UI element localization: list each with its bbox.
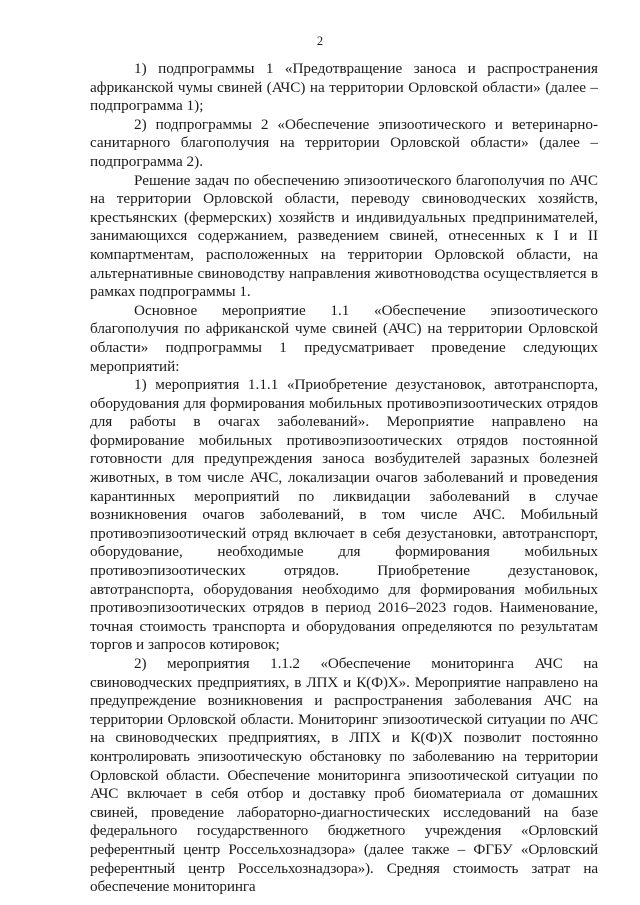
paragraph-subprogram-2: 2) подпрограммы 2 «Обеспечение эпизоотического и ветеринарно-санитарного благополучия на территории Орловской области» (далее – подпрограмма 2). xyxy=(90,115,598,170)
paragraph-activity-1-1-2: 2) мероприятия 1.1.2 «Обеспечение мониторинга АЧС на свиноводческих предприятиях, в ЛПХ и К(Ф)Х». Мероприятие направлено на предупреждение возникновения и распространения заболевания АЧС на территории Орловской области. Мониторинг эпизоотической ситуации по АЧС на свиноводческих предприятиях, в ЛПХ и К(Ф)Х позволит постоянно контролировать эпизоотическую обстановку по заболеванию на территории Орловской области. Обеспечение мониторинга эпизоотической ситуации по АЧС включает в себя отбор и доставку проб биоматериала от домашних свиней, проведение лабораторно-диагностических исследований на базе федерального государственного бюджетного учреждения «Орловский референтный центр Россельхознадзора» (далее также – ФГБУ «Орловский референтный центр Россельхознадзора»). Средняя стоимость затрат на обеспечение мониторинга xyxy=(90,655,598,896)
paragraph-activity-1-1-1: 1) мероприятия 1.1.1 «Приобретение дезустановок, автотранспорта, оборудования для формирования мобильных противоэпизоотических отрядов для работы в очагах заболеваний». Мероприятие направлено на формирование мобильных противоэпизоотических отрядов постоянной готовности для предупреждения заноса возбудителей заразных болезней животных, в том числе АЧС, локализации очагов заболеваний и проведения карантинных мероприятий по ликвидации заболеваний в случае возникновения очагов заболеваний, в том числе АЧС. Мобильный противоэпизоотический отряд включает в себя дезустановки, автотранспорт, оборудование, необходимые для формирования мобильных противоэпизоотических отрядов. Приобретение дезустановок, автотранспорта, оборудования необходимо для формирования мобильных противоэпизоотических отрядов в период 2016–2023 годов. Наименование, точная стоимость транспорта и оборудования определяются по результатам торгов и запросов котировок; xyxy=(90,376,598,654)
paragraph-tasks-solution: Решение задач по обеспечению эпизоотического благополучия по АЧС на территории Орловской области, переводу свиноводческих хозяйств, крестьянских (фермерских) хозяйств и индивидуальных предпринимателей, занимающихся содержанием, разведением свиней, отнесенных к I и II компартментам, расположенных на территории Орловской области, на альтернативные свиноводству направления животноводства осуществляется в рамках подпрограммы 1. xyxy=(90,171,598,301)
paragraph-subprogram-1: 1) подпрограммы 1 «Предотвращение заноса и распространения африканской чумы свиней (АЧС) на территории Орловской области» (далее – подпрограмма 1); xyxy=(90,60,598,115)
paragraph-main-activity: Основное мероприятие 1.1 «Обеспечение эпизоотического благополучия по африканской чуме свиней (АЧС) на территории Орловской области» подпрограммы 1 предусматривает проведение следующих мероприятий: xyxy=(90,301,598,375)
page-number: 2 xyxy=(316,34,324,48)
document-body xyxy=(90,60,598,897)
